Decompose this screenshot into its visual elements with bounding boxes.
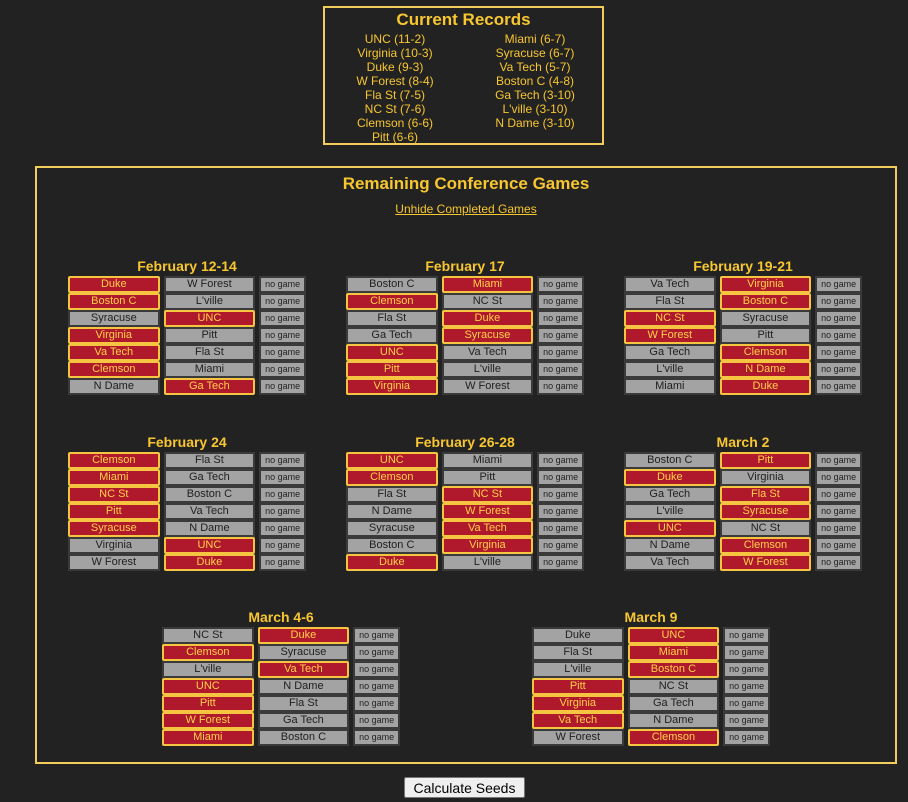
unhide-completed-games-link[interactable]: Unhide Completed Games [395, 202, 537, 216]
team-b-pick-button[interactable]: W Forest [720, 554, 812, 571]
team-a-pick-button[interactable]: N Dame [68, 378, 160, 395]
no-game-button[interactable]: no game [815, 344, 862, 361]
team-record: Fla St (7-5) [364, 88, 425, 102]
game-row [624, 310, 862, 327]
game-row [624, 361, 862, 378]
game-row [346, 293, 584, 310]
team-a-pick-button[interactable]: Duke [68, 276, 160, 293]
team-b-pick-button[interactable]: Syracuse [258, 644, 350, 661]
game-row [68, 452, 306, 469]
remaining-games-panel [35, 166, 897, 764]
no-game-button[interactable]: no game [353, 695, 400, 712]
game-date-title: February 24 [147, 434, 227, 450]
game-row [624, 378, 862, 395]
no-game-button[interactable]: no game [259, 520, 306, 537]
no-game-button[interactable]: no game [537, 503, 584, 520]
team-b-pick-button[interactable]: Va Tech [442, 344, 534, 361]
game-date-title: February 17 [425, 258, 505, 274]
no-game-button[interactable]: no game [815, 327, 862, 344]
calculate-seeds-button[interactable]: Calculate Seeds [404, 777, 525, 798]
team-record: Virginia (10-3) [357, 46, 433, 60]
team-a-pick-button[interactable]: Fla St [346, 486, 438, 503]
no-game-button[interactable]: no game [353, 712, 400, 729]
game-row [162, 661, 400, 678]
team-a-pick-button[interactable]: Fla St [624, 293, 716, 310]
game-row [532, 729, 770, 746]
team-b-pick-button[interactable]: Duke [442, 310, 534, 327]
game-date-title: February 26-28 [415, 434, 515, 450]
team-a-pick-button[interactable]: Syracuse [68, 520, 160, 537]
game-row [624, 293, 862, 310]
no-game-button[interactable]: no game [259, 503, 306, 520]
team-record: Boston C (4-8) [495, 74, 575, 88]
game-row [532, 678, 770, 695]
no-game-button[interactable]: no game [259, 537, 306, 554]
game-row [532, 695, 770, 712]
game-date-title: March 2 [716, 434, 770, 450]
team-b-pick-button[interactable]: W Forest [164, 276, 256, 293]
team-b-pick-button[interactable]: L'ville [164, 293, 256, 310]
team-record: Va Tech (5-7) [499, 60, 571, 74]
team-a-pick-button[interactable]: Ga Tech [624, 344, 716, 361]
game-row [346, 327, 584, 344]
team-a-pick-button[interactable]: Miami [68, 469, 160, 486]
game-row [532, 661, 770, 678]
team-a-pick-button[interactable]: W Forest [532, 729, 624, 746]
current-records-panel [323, 6, 604, 145]
team-b-pick-button[interactable]: UNC [628, 627, 720, 644]
no-game-button[interactable]: no game [259, 293, 306, 310]
game-row [624, 503, 862, 520]
game-row [532, 627, 770, 644]
game-date-title: February 12-14 [137, 258, 237, 274]
game-row [68, 310, 306, 327]
team-a-pick-button[interactable]: L'ville [624, 361, 716, 378]
team-b-pick-button[interactable]: Fla St [164, 452, 256, 469]
no-game-button[interactable]: no game [537, 293, 584, 310]
team-a-pick-button[interactable]: Va Tech [68, 344, 160, 361]
game-row [68, 378, 306, 395]
team-a-pick-button[interactable]: UNC [624, 520, 716, 537]
game-row [162, 678, 400, 695]
team-b-pick-button[interactable]: L'ville [442, 361, 534, 378]
game-row [624, 452, 862, 469]
team-b-pick-button[interactable]: Virginia [720, 469, 812, 486]
game-date-block [624, 256, 862, 395]
no-game-button[interactable]: no game [353, 644, 400, 661]
no-game-button[interactable]: no game [537, 378, 584, 395]
game-row [624, 344, 862, 361]
team-record: Ga Tech (3-10) [495, 88, 575, 102]
game-row [624, 486, 862, 503]
game-row [68, 503, 306, 520]
no-game-button[interactable]: no game [537, 554, 584, 571]
game-row [162, 712, 400, 729]
team-a-pick-button[interactable]: Va Tech [624, 276, 716, 293]
no-game-button[interactable]: no game [537, 361, 584, 378]
team-a-pick-button[interactable]: NC St [162, 627, 254, 644]
team-a-pick-button[interactable]: Miami [162, 729, 254, 746]
game-row [346, 276, 584, 293]
team-a-pick-button[interactable]: Pitt [532, 678, 624, 695]
team-a-pick-button[interactable]: Duke [624, 469, 716, 486]
game-date-title: March 4-6 [248, 609, 314, 625]
team-a-pick-button[interactable]: NC St [624, 310, 716, 327]
no-game-button[interactable]: no game [723, 644, 770, 661]
no-game-button[interactable]: no game [815, 537, 862, 554]
team-a-pick-button[interactable]: Syracuse [346, 520, 438, 537]
team-record: Syracuse (6-7) [495, 46, 575, 60]
team-record: L'ville (3-10) [502, 102, 568, 116]
no-game-button[interactable]: no game [815, 520, 862, 537]
no-game-button[interactable]: no game [353, 661, 400, 678]
team-a-pick-button[interactable]: Pitt [162, 695, 254, 712]
team-a-pick-button[interactable]: L'ville [532, 661, 624, 678]
team-a-pick-button[interactable]: Clemson [346, 293, 438, 310]
team-a-pick-button[interactable]: Va Tech [532, 712, 624, 729]
team-b-pick-button[interactable]: Boston C [720, 293, 812, 310]
game-row [624, 469, 862, 486]
game-row [346, 520, 584, 537]
team-a-pick-button[interactable]: UNC [162, 678, 254, 695]
game-date-title: February 19-21 [693, 258, 793, 274]
team-record: Clemson (6-6) [356, 116, 434, 130]
game-row [346, 452, 584, 469]
game-date-block [346, 256, 584, 395]
game-row [624, 520, 862, 537]
no-game-button[interactable]: no game [723, 729, 770, 746]
team-b-pick-button[interactable]: N Dame [164, 520, 256, 537]
team-b-pick-button[interactable]: Clemson [628, 729, 720, 746]
team-a-pick-button[interactable]: Ga Tech [346, 327, 438, 344]
team-a-pick-button[interactable]: Virginia [532, 695, 624, 712]
game-row [68, 293, 306, 310]
team-a-pick-button[interactable]: N Dame [624, 537, 716, 554]
team-b-pick-button[interactable]: N Dame [628, 712, 720, 729]
team-a-pick-button[interactable]: Boston C [346, 276, 438, 293]
team-a-pick-button[interactable]: L'ville [624, 503, 716, 520]
game-row [68, 486, 306, 503]
no-game-button[interactable]: no game [537, 537, 584, 554]
team-record: N Dame (3-10) [495, 116, 575, 130]
no-game-button[interactable]: no game [353, 627, 400, 644]
team-b-pick-button[interactable]: Ga Tech [164, 378, 256, 395]
game-date-block [532, 607, 770, 746]
team-b-pick-button[interactable]: NC St [442, 486, 534, 503]
no-game-button[interactable]: no game [815, 486, 862, 503]
no-game-button[interactable]: no game [537, 452, 584, 469]
team-b-pick-button[interactable]: Miami [442, 452, 534, 469]
team-b-pick-button[interactable]: W Forest [442, 378, 534, 395]
game-date-block [162, 607, 400, 746]
team-b-pick-button[interactable]: Boston C [164, 486, 256, 503]
no-game-button[interactable]: no game [815, 452, 862, 469]
team-a-pick-button[interactable]: Clemson [162, 644, 254, 661]
records-right-column [465, 32, 605, 130]
team-record: UNC (11-2) [364, 32, 426, 46]
team-b-pick-button[interactable]: NC St [442, 293, 534, 310]
no-game-button[interactable]: no game [259, 452, 306, 469]
team-b-pick-button[interactable]: Boston C [258, 729, 350, 746]
team-a-pick-button[interactable]: Va Tech [624, 554, 716, 571]
team-b-pick-button[interactable]: Syracuse [720, 503, 812, 520]
no-game-button[interactable]: no game [537, 520, 584, 537]
game-row [68, 469, 306, 486]
game-row [68, 520, 306, 537]
no-game-button[interactable]: no game [723, 661, 770, 678]
team-b-pick-button[interactable]: Miami [628, 644, 720, 661]
team-b-pick-button[interactable]: UNC [164, 310, 256, 327]
team-b-pick-button[interactable]: Duke [164, 554, 256, 571]
team-a-pick-button[interactable]: UNC [346, 452, 438, 469]
team-record: Pitt (6-6) [371, 130, 418, 144]
team-a-pick-button[interactable]: Pitt [68, 503, 160, 520]
game-row [346, 503, 584, 520]
team-b-pick-button[interactable]: Syracuse [720, 310, 812, 327]
team-a-pick-button[interactable]: Fla St [532, 644, 624, 661]
no-game-button[interactable]: no game [353, 729, 400, 746]
game-row [346, 554, 584, 571]
team-a-pick-button[interactable]: Virginia [68, 537, 160, 554]
no-game-button[interactable]: no game [259, 554, 306, 571]
game-date-block [346, 432, 584, 571]
no-game-button[interactable]: no game [353, 678, 400, 695]
game-row [624, 537, 862, 554]
team-a-pick-button[interactable]: L'ville [162, 661, 254, 678]
no-game-button[interactable]: no game [259, 310, 306, 327]
team-b-pick-button[interactable]: NC St [628, 678, 720, 695]
team-b-pick-button[interactable]: W Forest [442, 503, 534, 520]
no-game-button[interactable]: no game [815, 503, 862, 520]
no-game-button[interactable]: no game [259, 486, 306, 503]
team-a-pick-button[interactable]: NC St [68, 486, 160, 503]
no-game-button[interactable]: no game [815, 554, 862, 571]
team-a-pick-button[interactable]: W Forest [68, 554, 160, 571]
team-b-pick-button[interactable]: Va Tech [258, 661, 350, 678]
game-date-block [68, 256, 306, 395]
team-a-pick-button[interactable]: Pitt [346, 361, 438, 378]
game-row [162, 627, 400, 644]
team-record: Duke (9-3) [366, 60, 424, 74]
team-b-pick-button[interactable]: Syracuse [442, 327, 534, 344]
team-a-pick-button[interactable]: Virginia [346, 378, 438, 395]
game-row [68, 327, 306, 344]
game-row [68, 554, 306, 571]
team-record: Miami (6-7) [504, 32, 566, 46]
team-b-pick-button[interactable]: Virginia [442, 537, 534, 554]
game-row [162, 695, 400, 712]
team-a-pick-button[interactable]: Boston C [346, 537, 438, 554]
team-a-pick-button[interactable]: Duke [346, 554, 438, 571]
no-game-button[interactable]: no game [815, 378, 862, 395]
team-b-pick-button[interactable]: Va Tech [164, 503, 256, 520]
no-game-button[interactable]: no game [723, 695, 770, 712]
game-row [68, 344, 306, 361]
team-b-pick-button[interactable]: Boston C [628, 661, 720, 678]
team-b-pick-button[interactable]: UNC [164, 537, 256, 554]
team-b-pick-button[interactable]: Fla St [258, 695, 350, 712]
no-game-button[interactable]: no game [815, 276, 862, 293]
game-row [624, 327, 862, 344]
no-game-button[interactable]: no game [259, 361, 306, 378]
game-row [624, 276, 862, 293]
game-date-title: March 9 [624, 609, 678, 625]
team-b-pick-button[interactable]: L'ville [442, 554, 534, 571]
no-game-button[interactable]: no game [815, 361, 862, 378]
game-row [624, 554, 862, 571]
game-row [532, 712, 770, 729]
no-game-button[interactable]: no game [537, 344, 584, 361]
team-record: NC St (7-6) [364, 102, 426, 116]
team-b-pick-button[interactable]: Ga Tech [164, 469, 256, 486]
team-a-pick-button[interactable]: UNC [346, 344, 438, 361]
no-game-button[interactable]: no game [259, 344, 306, 361]
team-b-pick-button[interactable]: N Dame [720, 361, 812, 378]
game-row [162, 729, 400, 746]
current-records-title: Current Records [396, 10, 531, 29]
game-row [346, 361, 584, 378]
no-game-button[interactable]: no game [259, 469, 306, 486]
game-row [532, 644, 770, 661]
team-b-pick-button[interactable]: N Dame [258, 678, 350, 695]
no-game-button[interactable]: no game [259, 276, 306, 293]
game-row [346, 537, 584, 554]
team-b-pick-button[interactable]: Fla St [720, 486, 812, 503]
game-row [162, 644, 400, 661]
no-game-button[interactable]: no game [537, 486, 584, 503]
game-row [346, 486, 584, 503]
team-b-pick-button[interactable]: Fla St [164, 344, 256, 361]
records-left-column [325, 32, 465, 144]
team-a-pick-button[interactable]: Boston C [68, 293, 160, 310]
team-b-pick-button[interactable]: Pitt [442, 469, 534, 486]
game-row [68, 276, 306, 293]
no-game-button[interactable]: no game [537, 310, 584, 327]
team-b-pick-button[interactable]: Ga Tech [258, 712, 350, 729]
game-date-block [68, 432, 306, 571]
team-b-pick-button[interactable]: NC St [720, 520, 812, 537]
team-record: W Forest (8-4) [356, 74, 434, 88]
team-b-pick-button[interactable]: Va Tech [442, 520, 534, 537]
team-b-pick-button[interactable]: Duke [258, 627, 350, 644]
team-b-pick-button[interactable]: Duke [720, 378, 812, 395]
team-a-pick-button[interactable]: Miami [624, 378, 716, 395]
game-date-block [624, 432, 862, 571]
team-a-pick-button[interactable]: Syracuse [68, 310, 160, 327]
no-game-button[interactable]: no game [537, 327, 584, 344]
remaining-games-title: Remaining Conference Games [342, 174, 590, 193]
no-game-button[interactable]: no game [537, 276, 584, 293]
game-row [68, 361, 306, 378]
no-game-button[interactable]: no game [723, 712, 770, 729]
team-a-pick-button[interactable]: N Dame [346, 503, 438, 520]
no-game-button[interactable]: no game [815, 469, 862, 486]
game-row [68, 537, 306, 554]
team-b-pick-button[interactable]: Virginia [720, 276, 812, 293]
team-b-pick-button[interactable]: Miami [164, 361, 256, 378]
team-a-pick-button[interactable]: Ga Tech [624, 486, 716, 503]
team-b-pick-button[interactable]: Clemson [720, 537, 812, 554]
team-b-pick-button[interactable]: Clemson [720, 344, 812, 361]
team-b-pick-button[interactable]: Pitt [720, 452, 812, 469]
no-game-button[interactable]: no game [537, 469, 584, 486]
team-a-pick-button[interactable]: Clemson [68, 452, 160, 469]
no-game-button[interactable]: no game [815, 310, 862, 327]
game-row [346, 469, 584, 486]
team-b-pick-button[interactable]: Pitt [720, 327, 812, 344]
team-b-pick-button[interactable]: Pitt [164, 327, 256, 344]
team-b-pick-button[interactable]: Miami [442, 276, 534, 293]
no-game-button[interactable]: no game [723, 678, 770, 695]
team-b-pick-button[interactable]: Ga Tech [628, 695, 720, 712]
team-a-pick-button[interactable]: W Forest [624, 327, 716, 344]
team-a-pick-button[interactable]: Virginia [68, 327, 160, 344]
game-row [346, 378, 584, 395]
team-a-pick-button[interactable]: Duke [532, 627, 624, 644]
team-a-pick-button[interactable]: Clemson [68, 361, 160, 378]
no-game-button[interactable]: no game [259, 378, 306, 395]
team-a-pick-button[interactable]: W Forest [162, 712, 254, 729]
team-a-pick-button[interactable]: Clemson [346, 469, 438, 486]
game-row [346, 344, 584, 361]
no-game-button[interactable]: no game [723, 627, 770, 644]
no-game-button[interactable]: no game [815, 293, 862, 310]
no-game-button[interactable]: no game [259, 327, 306, 344]
game-row [346, 310, 584, 327]
team-a-pick-button[interactable]: Boston C [624, 452, 716, 469]
team-a-pick-button[interactable]: Fla St [346, 310, 438, 327]
